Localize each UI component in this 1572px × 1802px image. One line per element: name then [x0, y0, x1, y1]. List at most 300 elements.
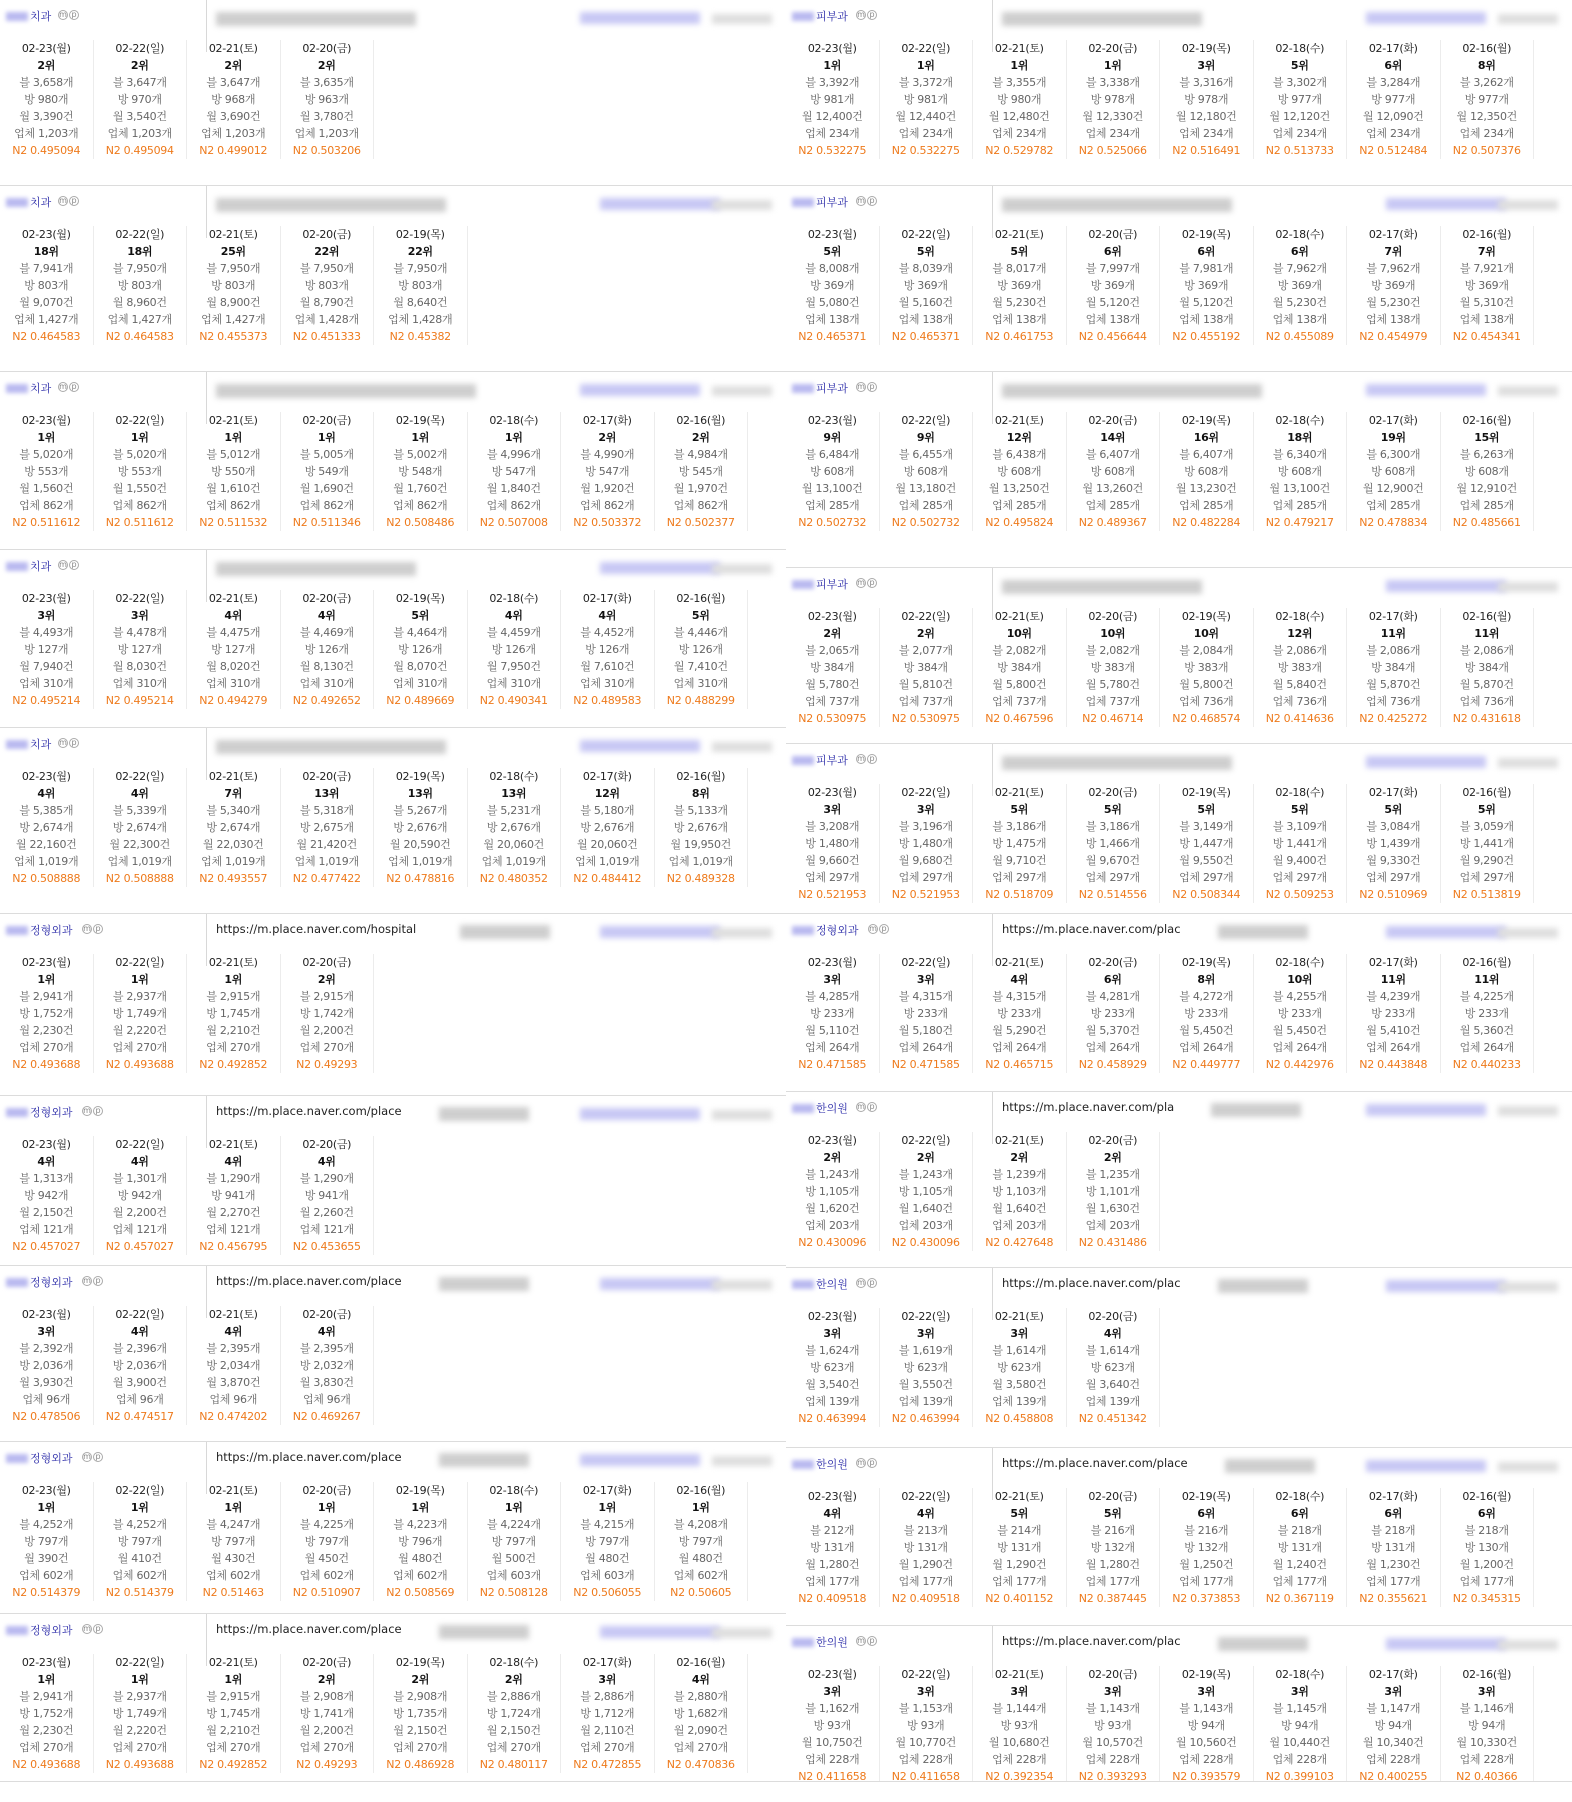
category-label[interactable]: 정형외과	[30, 1452, 73, 1465]
room-count: 방 623개	[997, 1361, 1042, 1374]
monthly-searches: 월 5,870건	[1459, 678, 1514, 691]
room-count: 방 1,480개	[805, 837, 860, 850]
monthly-searches: 월 3,870건	[206, 1376, 261, 1389]
date-label: 02-18(수)	[489, 770, 539, 783]
mobile-pc-icon[interactable]: m p	[58, 196, 80, 206]
day-cell	[1254, 608, 1348, 727]
room-count: 방 2,676개	[580, 821, 635, 834]
day-cell	[1254, 226, 1348, 345]
business-count: 업체 310개	[112, 677, 167, 690]
day-cell	[94, 40, 188, 159]
business-count: 업체 139개	[992, 1395, 1047, 1408]
blog-count: 블 2,392개	[19, 1342, 74, 1355]
day-cell	[1067, 1666, 1161, 1782]
blog-count: 블 6,484개	[805, 448, 860, 461]
date-label: 02-17(화)	[582, 1484, 632, 1497]
blog-count: 블 2,886개	[580, 1690, 635, 1703]
monthly-searches: 월 3,930건	[19, 1376, 74, 1389]
monthly-searches: 월 5,800건	[992, 678, 1047, 691]
date-label: 02-22(일)	[901, 228, 951, 241]
business-count: 업체 234개	[898, 127, 953, 140]
room-count: 방 1,475개	[992, 837, 1047, 850]
daily-stats-grid	[0, 1130, 786, 1255]
room-count: 방 623개	[903, 1361, 948, 1374]
business-count: 업체 285개	[1366, 499, 1421, 512]
monthly-searches: 월 1,760건	[393, 482, 448, 495]
daily-stats-grid	[0, 762, 786, 887]
business-count: 업체 1,019개	[201, 855, 266, 868]
category-label[interactable]: 치과	[30, 10, 52, 23]
blog-count: 블 6,438개	[992, 448, 1047, 461]
day-cell	[973, 1132, 1067, 1251]
day-cell	[1441, 226, 1535, 345]
mobile-pc-icon[interactable]: m p	[856, 382, 878, 392]
rank-value: 1위	[130, 1501, 149, 1514]
business-count: 업체 138개	[1366, 313, 1421, 326]
blog-count: 블 1,624개	[805, 1344, 860, 1357]
room-count: 방 803개	[117, 279, 162, 292]
n2-score: N2 0.493688	[105, 1058, 174, 1071]
day-cell	[0, 226, 94, 345]
business-count: 업체 1,428개	[388, 313, 453, 326]
url-box-divider	[992, 186, 993, 238]
mobile-pc-icon[interactable]: m p	[856, 1458, 878, 1468]
business-count: 업체 862개	[580, 499, 635, 512]
monthly-searches: 월 19,950건	[670, 838, 732, 851]
blog-count: 블 2,082개	[1085, 644, 1140, 657]
n2-score: N2 0.49293	[296, 1758, 358, 1771]
date-label: 02-16(월)	[676, 592, 726, 605]
redacted-keyword	[6, 198, 28, 207]
n2-score: N2 0.492852	[199, 1758, 268, 1771]
date-label: 02-22(일)	[115, 1138, 165, 1151]
rank-value: 7위	[224, 787, 243, 800]
date-label: 02-19(목)	[395, 770, 445, 783]
blog-count: 블 1,146개	[1459, 1702, 1514, 1715]
n2-score: N2 0.511532	[199, 516, 268, 529]
date-label: 02-21(토)	[994, 42, 1044, 55]
n2-score: N2 0.427648	[985, 1236, 1054, 1249]
url-box-divider	[206, 1614, 207, 1666]
category-label[interactable]: 피부과	[816, 10, 848, 23]
rank-value: 12위	[594, 787, 620, 800]
rank-value: 1위	[224, 1673, 243, 1686]
redacted-url	[1218, 1637, 1308, 1651]
business-count: 업체 736개	[1272, 695, 1327, 708]
day-cell	[1160, 608, 1254, 727]
place-url[interactable]: https://m.place.naver.com/plac	[1002, 1634, 1181, 1648]
blog-count: 블 5,339개	[112, 804, 167, 817]
mobile-pc-icon[interactable]: m p	[82, 1106, 104, 1116]
blog-count: 블 1,143개	[1179, 1702, 1234, 1715]
blog-count: 블 4,224개	[486, 1518, 541, 1531]
business-count: 업체 270개	[486, 1741, 541, 1754]
date-label: 02-17(화)	[1368, 610, 1418, 623]
place-url[interactable]: https://m.place.naver.com/place	[1002, 1456, 1188, 1470]
monthly-searches: 월 3,690건	[206, 110, 261, 123]
room-count: 방 796개	[398, 1535, 443, 1548]
business-count: 업체 862개	[206, 499, 261, 512]
mobile-pc-icon[interactable]: m p	[58, 382, 80, 392]
redacted-meta	[1498, 1640, 1558, 1650]
n2-score: N2 0.506055	[573, 1586, 642, 1599]
mobile-pc-icon[interactable]: m p	[58, 10, 80, 20]
blog-count: 블 2,086개	[1366, 644, 1421, 657]
mobile-pc-icon[interactable]: m p	[82, 924, 104, 934]
mobile-pc-icon[interactable]: m p	[868, 924, 890, 934]
rank-value: 4위	[37, 787, 56, 800]
monthly-searches: 월 1,920건	[580, 482, 635, 495]
mobile-pc-icon[interactable]: m p	[856, 578, 878, 588]
rank-value: 3위	[37, 1325, 56, 1338]
monthly-searches: 월 12,180건	[1175, 110, 1237, 123]
mobile-pc-icon[interactable]: m p	[82, 1452, 104, 1462]
date-label: 02-23(월)	[21, 228, 71, 241]
mobile-pc-icon[interactable]: m p	[82, 1276, 104, 1286]
monthly-searches: 월 1,240건	[1272, 1558, 1327, 1571]
room-count: 방 608개	[810, 465, 855, 478]
n2-score: N2 0.507008	[479, 516, 548, 529]
mobile-pc-icon[interactable]: m p	[856, 1636, 878, 1646]
business-count: 업체 270개	[112, 1041, 167, 1054]
date-label: 02-22(일)	[901, 1134, 951, 1147]
monthly-searches: 월 13,230건	[1175, 482, 1237, 495]
monthly-searches: 월 5,870건	[1366, 678, 1421, 691]
url-box-divider	[992, 1092, 993, 1144]
rank-value: 4위	[916, 1507, 935, 1520]
business-count: 업체 234개	[1366, 127, 1421, 140]
keyword-panel	[0, 1266, 786, 1442]
mobile-pc-icon[interactable]: m p	[82, 1624, 104, 1634]
place-url[interactable]: https://m.place.naver.com/plac	[1002, 1276, 1181, 1290]
date-label: 02-18(수)	[489, 1484, 539, 1497]
rank-value: 3위	[823, 973, 842, 986]
day-cell	[655, 590, 749, 709]
n2-score: N2 0.401152	[985, 1592, 1054, 1605]
place-url[interactable]: https://m.place.naver.com/place	[216, 1622, 402, 1636]
monthly-searches: 월 13,100건	[1269, 482, 1331, 495]
business-count: 업체 138개	[1459, 313, 1514, 326]
n2-score: N2 0.442976	[1265, 1058, 1334, 1071]
date-label: 02-16(월)	[676, 1656, 726, 1669]
n2-score: N2 0.411658	[798, 1770, 867, 1782]
blog-count: 블 1,162개	[805, 1702, 860, 1715]
date-label: 02-21(토)	[208, 42, 258, 55]
business-count: 업체 862개	[19, 499, 74, 512]
mobile-pc-icon[interactable]: m p	[856, 10, 878, 20]
day-cell	[1347, 1666, 1441, 1782]
n2-score: N2 0.474202	[199, 1410, 268, 1423]
category-label[interactable]: 치과	[30, 738, 52, 751]
date-label: 02-20(금)	[302, 228, 352, 241]
monthly-searches: 월 1,640건	[898, 1202, 953, 1215]
n2-score: N2 0.488299	[666, 694, 735, 707]
rank-value: 1위	[224, 1501, 243, 1514]
rank-value: 3위	[1197, 1685, 1216, 1698]
blog-count: 블 218개	[1277, 1524, 1322, 1537]
business-count: 업체 138개	[1085, 313, 1140, 326]
n2-score: N2 0.399103	[1265, 1770, 1334, 1782]
room-count: 방 1,745개	[206, 1707, 261, 1720]
rank-value: 3위	[1477, 1685, 1496, 1698]
rank-value: 14위	[1100, 431, 1126, 444]
date-label: 02-18(수)	[1275, 1490, 1325, 1503]
url-box-divider	[206, 1096, 207, 1148]
rank-value: 22위	[407, 245, 433, 258]
url-box-divider	[206, 186, 207, 238]
category-label[interactable]: 한의원	[816, 1458, 848, 1471]
day-cell	[281, 590, 375, 709]
redacted-keyword	[6, 384, 28, 393]
business-count: 업체 1,427개	[201, 313, 266, 326]
mobile-pc-icon[interactable]: m p	[58, 738, 80, 748]
date-label: 02-16(월)	[1462, 956, 1512, 969]
business-count: 업체 270개	[19, 1741, 74, 1754]
business-count: 업체 228개	[1459, 1753, 1514, 1766]
blog-count: 블 1,243개	[898, 1168, 953, 1181]
business-count: 업체 228개	[898, 1753, 953, 1766]
business-count: 업체 177개	[805, 1575, 860, 1588]
day-cell	[786, 1666, 880, 1782]
panel-header	[786, 372, 1572, 406]
room-count: 방 369개	[810, 279, 855, 292]
mobile-pc-icon[interactable]: m p	[856, 1102, 878, 1112]
mobile-pc-icon[interactable]: m p	[856, 1278, 878, 1288]
date-label: 02-21(토)	[208, 414, 258, 427]
keyword-panel	[786, 0, 1572, 186]
room-count: 방 93개	[813, 1719, 851, 1732]
day-cell	[187, 590, 281, 709]
blog-count: 블 5,385개	[19, 804, 74, 817]
redacted-meta	[712, 742, 772, 752]
rank-value: 22위	[314, 245, 340, 258]
room-count: 방 2,034개	[206, 1359, 261, 1372]
date-label: 02-19(목)	[395, 1484, 445, 1497]
panel-header	[786, 1092, 1572, 1126]
category-label[interactable]: 피부과	[816, 196, 848, 209]
category-label[interactable]: 한의원	[816, 1278, 848, 1291]
n2-score: N2 0.431618	[1452, 712, 1521, 725]
day-cell	[1347, 1488, 1441, 1607]
date-label: 02-21(토)	[208, 592, 258, 605]
place-url[interactable]: https://m.place.naver.com/place	[216, 1274, 402, 1288]
room-count: 방 383개	[1090, 661, 1135, 674]
rank-value: 5위	[1010, 803, 1029, 816]
rank-value: 4위	[130, 1155, 149, 1168]
monthly-searches: 월 1,640건	[992, 1202, 1047, 1215]
business-count: 업체 270개	[19, 1041, 74, 1054]
mobile-pc-icon[interactable]: m p	[856, 196, 878, 206]
date-label: 02-19(목)	[1181, 42, 1231, 55]
place-url[interactable]: https://m.place.naver.com/plac	[1002, 922, 1181, 936]
business-count: 업체 138개	[898, 313, 953, 326]
date-label: 02-21(토)	[994, 956, 1044, 969]
date-label: 02-22(일)	[901, 42, 951, 55]
business-count: 업체 1,203개	[107, 127, 172, 140]
n2-score: N2 0.46714	[1082, 712, 1144, 725]
day-cell	[561, 590, 655, 709]
category-label[interactable]: 한의원	[816, 1636, 848, 1649]
business-count: 업체 270개	[580, 1741, 635, 1754]
room-count: 방 131개	[1371, 1541, 1416, 1554]
monthly-searches: 월 5,120건	[1085, 296, 1140, 309]
rank-value: 5위	[916, 245, 935, 258]
day-cell	[561, 768, 655, 887]
rank-value: 10위	[1193, 627, 1219, 640]
blog-count: 블 4,315개	[992, 990, 1047, 1003]
monthly-searches: 월 20,060건	[576, 838, 638, 851]
day-cell	[973, 1488, 1067, 1607]
room-count: 방 2,036개	[19, 1359, 74, 1372]
keyword-panel	[0, 372, 786, 550]
keyword-panel	[786, 1268, 1572, 1448]
date-label: 02-21(토)	[208, 1656, 258, 1669]
n2-score: N2 0.478506	[12, 1410, 81, 1423]
category-label[interactable]: 정형외과	[30, 1276, 73, 1289]
room-count: 방 803개	[24, 279, 69, 292]
keyword-panel	[0, 1096, 786, 1266]
redacted-title	[1002, 12, 1202, 26]
n2-score: N2 0.493688	[12, 1758, 81, 1771]
blog-count: 블 1,239개	[992, 1168, 1047, 1181]
category-label[interactable]: 피부과	[816, 382, 848, 395]
day-cell	[94, 1136, 188, 1255]
url-box-divider	[992, 744, 993, 796]
room-count: 방 1,749개	[112, 1007, 167, 1020]
redacted-url	[1218, 1279, 1308, 1293]
day-cell	[94, 1654, 188, 1773]
business-count: 업체 264개	[1179, 1041, 1234, 1054]
room-count: 방 2,674개	[19, 821, 74, 834]
business-count: 업체 602개	[673, 1569, 728, 1582]
date-label: 02-23(월)	[807, 1134, 857, 1147]
date-label: 02-21(토)	[994, 414, 1044, 427]
n2-score: N2 0.454979	[1359, 330, 1428, 343]
redacted-title	[1002, 384, 1262, 398]
category-label[interactable]: 정형외과	[816, 924, 859, 937]
day-cell	[0, 954, 94, 1073]
date-label: 02-23(월)	[807, 42, 857, 55]
monthly-searches: 월 9,290건	[1459, 854, 1514, 867]
category-label[interactable]: 정형외과	[30, 1106, 73, 1119]
business-count: 업체 203개	[898, 1219, 953, 1232]
monthly-searches: 월 5,360건	[1459, 1024, 1514, 1037]
room-count: 방 942개	[117, 1189, 162, 1202]
monthly-searches: 월 10,440건	[1269, 1736, 1331, 1749]
business-count: 업체 285개	[1272, 499, 1327, 512]
category-label[interactable]: 피부과	[816, 578, 848, 591]
place-url[interactable]: https://m.place.naver.com/place	[216, 1450, 402, 1464]
n2-score: N2 0.512484	[1359, 144, 1428, 157]
n2-score: N2 0.521953	[798, 888, 867, 901]
rank-value: 1위	[130, 431, 149, 444]
rank-value: 3위	[916, 973, 935, 986]
rank-value: 4위	[224, 1325, 243, 1338]
rank-value: 6위	[1290, 245, 1309, 258]
rank-value: 3위	[1103, 1685, 1122, 1698]
business-count: 업체 602개	[19, 1569, 74, 1582]
monthly-searches: 월 1,280건	[1085, 1558, 1140, 1571]
n2-score: N2 0.521953	[891, 888, 960, 901]
date-label: 02-23(월)	[21, 1138, 71, 1151]
category-label[interactable]: 한의원	[816, 1102, 848, 1115]
n2-score: N2 0.465371	[891, 330, 960, 343]
redacted-tag	[580, 12, 700, 24]
blog-count: 블 4,315개	[898, 990, 953, 1003]
business-count: 업체 297개	[898, 871, 953, 884]
redacted-tag	[600, 926, 720, 938]
place-url[interactable]: https://m.place.naver.com/hospital	[216, 922, 417, 936]
room-count: 방 1,466개	[1085, 837, 1140, 850]
rank-value: 4위	[317, 609, 336, 622]
category-label[interactable]: 피부과	[816, 754, 848, 767]
day-cell	[1254, 954, 1348, 1073]
date-label: 02-16(월)	[1462, 1490, 1512, 1503]
date-label: 02-22(일)	[115, 228, 165, 241]
monthly-searches: 월 5,800건	[1179, 678, 1234, 691]
monthly-searches: 월 9,660건	[805, 854, 860, 867]
redacted-tag	[600, 1278, 720, 1290]
category-label[interactable]: 정형외과	[30, 924, 73, 937]
place-url[interactable]: https://m.place.naver.com/pla	[1002, 1100, 1175, 1114]
redacted-meta	[1498, 386, 1558, 396]
room-count: 방 797개	[117, 1535, 162, 1548]
blog-count: 블 1,235개	[1085, 1168, 1140, 1181]
date-label: 02-19(목)	[1181, 228, 1231, 241]
day-cell	[1254, 412, 1348, 531]
date-label: 02-16(월)	[1462, 42, 1512, 55]
mobile-pc-icon[interactable]: m p	[58, 560, 80, 570]
day-cell	[1347, 608, 1441, 727]
url-box-divider	[992, 914, 993, 966]
monthly-searches: 월 2,220건	[112, 1724, 167, 1737]
business-count: 업체 138개	[1179, 313, 1234, 326]
room-count: 방 369개	[1277, 279, 1322, 292]
n2-score: N2 0.453655	[292, 1240, 361, 1253]
category-label[interactable]: 치과	[30, 382, 52, 395]
business-count: 업체 121개	[206, 1223, 261, 1236]
place-url[interactable]: https://m.place.naver.com/place	[216, 1104, 402, 1118]
blog-count: 블 2,086개	[1272, 644, 1327, 657]
day-cell	[880, 40, 974, 159]
blog-count: 블 3,084개	[1366, 820, 1421, 833]
room-count: 방 981개	[810, 93, 855, 106]
monthly-searches: 월 7,410건	[673, 660, 728, 673]
mobile-pc-icon[interactable]: m p	[856, 754, 878, 764]
category-label[interactable]: 치과	[30, 560, 52, 573]
redacted-keyword	[6, 1108, 28, 1117]
blog-count: 블 2,084개	[1179, 644, 1234, 657]
monthly-searches: 월 9,070건	[19, 296, 74, 309]
business-count: 업체 1,019개	[575, 855, 640, 868]
rank-value: 13위	[501, 787, 527, 800]
blog-count: 블 6,455개	[898, 448, 953, 461]
daily-stats-grid	[0, 948, 786, 1073]
monthly-searches: 월 5,180건	[898, 1024, 953, 1037]
category-label[interactable]: 치과	[30, 196, 52, 209]
n2-score: N2 0.456795	[199, 1240, 268, 1253]
day-cell	[1441, 412, 1535, 531]
business-count: 업체 139개	[805, 1395, 860, 1408]
blog-count: 블 3,059개	[1459, 820, 1514, 833]
monthly-searches: 월 8,960건	[112, 296, 167, 309]
room-count: 방 126개	[304, 643, 349, 656]
monthly-searches: 월 3,780건	[299, 110, 354, 123]
business-count: 업체 138개	[1272, 313, 1327, 326]
n2-score: N2 0.514379	[12, 1586, 81, 1599]
rank-value: 16위	[1193, 431, 1219, 444]
category-label[interactable]: 정형외과	[30, 1624, 73, 1637]
